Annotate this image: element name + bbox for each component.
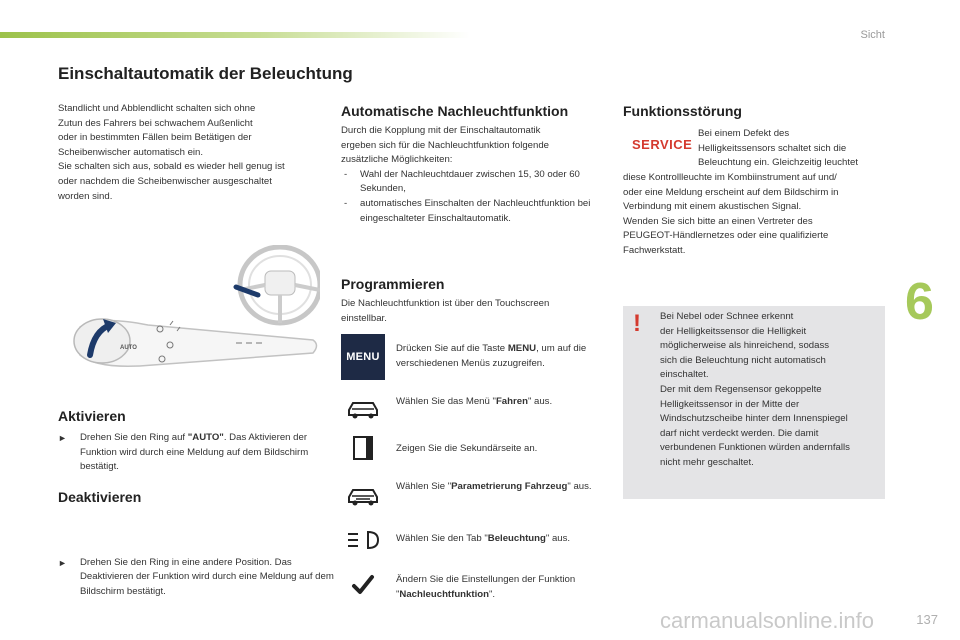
- aktivieren-heading: Aktivieren: [58, 408, 126, 424]
- step-secondary-page: Zeigen Sie die Sekundärseite an.: [341, 428, 611, 468]
- programmieren-intro: Die Nachleuchtfunktion ist über den Touchscreen einstellbar.: [341, 298, 550, 324]
- step-menu: MENU Drücken Sie auf die Taste MENU, um auf die verschiedenen Menüs zuzugreifen.: [341, 334, 611, 380]
- secondary-page-icon: [352, 435, 374, 461]
- chapter-number: 6: [905, 273, 934, 331]
- page-number: 137: [916, 612, 938, 627]
- bullet-arrow-icon: ►: [58, 557, 67, 568]
- warning-exclamation-icon: !: [633, 310, 641, 337]
- stoerung-heading: Funktionsstörung: [623, 103, 742, 119]
- step-nachleuchtfunktion: Ändern Sie die Einstellungen der Funktion "Nachleuchtfunktion".: [341, 565, 611, 605]
- step-fahren: Wählen Sie das Menü "Fahren" aus.: [341, 390, 611, 430]
- deaktivieren-heading: Deaktivieren: [58, 489, 142, 505]
- list-item: - Wahl der Nachleuchtdauer zwischen 15, 30 oder 60 Sekunden,: [341, 168, 603, 197]
- steering-wheel-icon: [240, 247, 320, 323]
- light-stalk-illustration: [58, 245, 320, 380]
- intro-text: Standlicht und Abblendlicht schalten sich ohne Zutun des Fahrers bei schwachem Außenlicht oder in bestimmten Fällen beim Betätigen der Scheibenwischer automatisch ein. Sie schalten sich aus, sobald es wieder hell genug ist oder nachdem die Scheibenwischer ausgeschaltet worden sind.: [58, 103, 285, 202]
- service-warning-icon: SERVICE: [632, 137, 693, 152]
- section-label: Sicht: [860, 29, 885, 41]
- nachleucht-heading: Automatische Nachleuchtfunktion: [341, 103, 569, 119]
- step-beleuchtung: Wählen Sie den Tab "Beleuchtung" aus.: [341, 520, 611, 560]
- step-parametrierung: Wählen Sie "Parametrierung Fahrzeug" aus.: [341, 477, 611, 517]
- note-box: [623, 306, 885, 499]
- note-text: Bei Nebel oder Schnee erkennt der Helligkeitssensor die Helligkeit möglicherweise als hinreichend, sodass sich die Beleuchtung nicht automatisch einschaltet. Der mit dem Regensensor gekoppelte Helligkeitssensor in der Mitte der Windschutzscheibe hinter dem Innenspiegel darf nicht verdeckt werden. Die damit verbundenen Funktionen würden andernfalls nicht mehr geschaltet.: [660, 311, 850, 468]
- bullet-arrow-icon: ►: [58, 433, 67, 443]
- checkmark-icon: [351, 574, 375, 596]
- watermark: carmanualsonline.info: [660, 608, 875, 633]
- top-accent-bar: [0, 32, 470, 38]
- car-settings-icon: [346, 486, 380, 508]
- nachleucht-text: Durch die Kopplung mit der Einschaltautomatik ergeben sich für die Nachleuchtfunktion folgende zusätzliche Möglichkeiten: - Wahl der Nachleuchtdauer zwischen 15, 30 oder 60 Sekunden, - automatisches Einschalten der Nachleuchtfunktion bei eingeschalteter Einschaltautomatik.: [341, 124, 603, 226]
- aktivieren-text: ► Drehen Sie den Ring auf "AUTO". Das Aktivieren der Funktion wird durch eine Meldung auf dem Bildschirm bestätigt.: [58, 432, 309, 473]
- menu-button-icon: MENU: [341, 334, 385, 380]
- list-item: - automatisches Einschalten der Nachleuchtfunktion bei eingeschalteter Einschaltautomatik.: [341, 197, 603, 226]
- programmieren-heading: Programmieren: [341, 276, 445, 292]
- stoerung-text-top: Bei einem Defekt des Helligkeitssensors schaltet sich die Beleuchtung ein. Gleichzeitig leuchtet: [698, 128, 858, 169]
- stoerung-text-bottom: diese Kontrollleuchte im Kombiinstrument auf und/ oder eine Meldung erscheint auf dem Bildschirm in Verbindung mit einem akustischen Signal. Wenden Sie sich bitte an einen Vertreter des PEUGEOT-Händlernetzes oder eine qualifizierte Fachwerkstatt.: [623, 172, 839, 256]
- page-title: Einschaltautomatik der Beleuchtung: [58, 64, 353, 83]
- car-icon: [346, 399, 380, 421]
- headlight-icon: [346, 529, 380, 551]
- auto-ring-label: AUTO: [120, 345, 137, 351]
- deaktivieren-text: ► Drehen Sie den Ring in eine andere Position. Das Deaktivieren der Funktion wird durch eine Meldung auf dem Bildschirm bestätigt.: [58, 556, 334, 597]
